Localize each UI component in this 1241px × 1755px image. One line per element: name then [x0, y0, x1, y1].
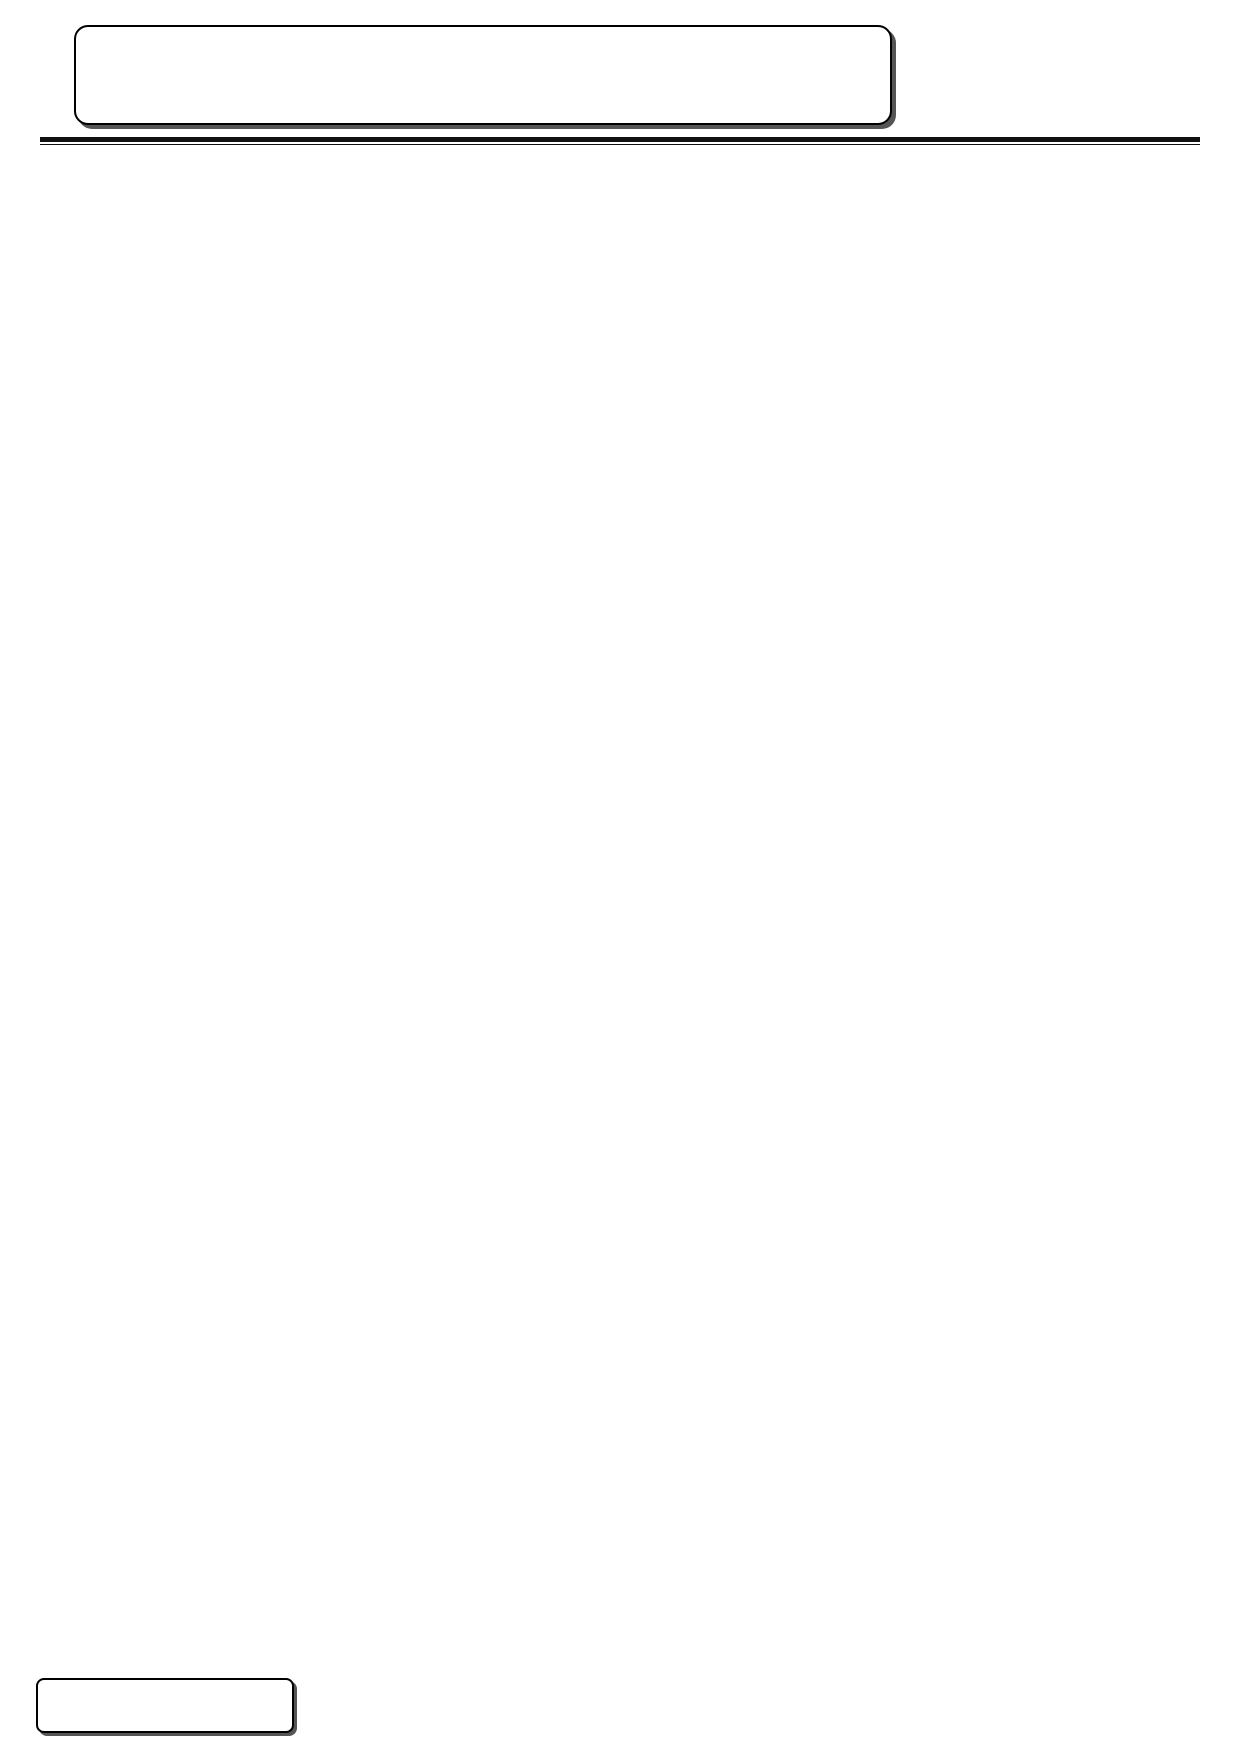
magme-medal-logo	[915, 34, 1195, 104]
header-divider-thick	[40, 137, 1200, 142]
qp-cost-box	[36, 1678, 294, 1733]
header-box	[74, 25, 892, 125]
header-divider-thin	[40, 144, 1200, 145]
